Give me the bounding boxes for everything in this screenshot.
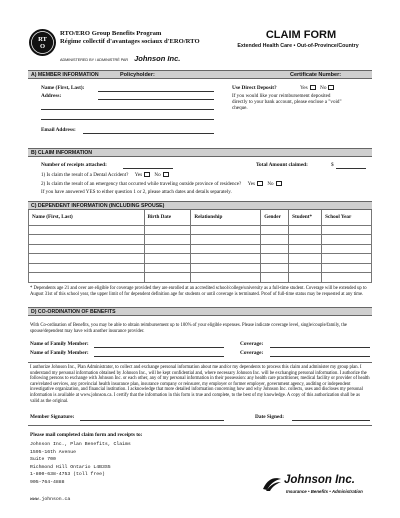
dependent-cell[interactable] <box>261 254 289 264</box>
section-d-title: D) CO-ORDINATION OF BENEFITS <box>31 309 116 315</box>
email-field[interactable] <box>83 133 214 134</box>
dependent-cell[interactable] <box>29 273 145 283</box>
currency-symbol: $ <box>331 162 334 168</box>
dependent-cell[interactable] <box>289 273 322 283</box>
member-name-field[interactable] <box>98 91 214 92</box>
date-signed-field[interactable] <box>292 420 370 421</box>
section-c-header <box>28 201 372 210</box>
program-name-fr: Régime collectif d'avantages sociaux d'ERO/RTO <box>60 38 200 45</box>
dependent-cell[interactable] <box>144 273 191 283</box>
dependent-cell[interactable] <box>144 263 191 273</box>
dependent-table <box>28 210 372 283</box>
total-amount-label: Total Amount claimed: <box>256 162 308 168</box>
section-a-header <box>28 70 372 79</box>
website-link[interactable]: www.johnson.ca <box>30 497 71 502</box>
dependent-cell[interactable] <box>289 263 322 273</box>
dependent-cell[interactable] <box>322 244 372 254</box>
table-row <box>29 235 372 245</box>
rto-ero-logo <box>29 29 56 56</box>
question-2-text: 2) Is claim the result of an emergency that occurred while traveling outside province of residence? <box>41 181 242 187</box>
section-c-title: C) DEPENDENT INFORMATION (INCLUDING SPOUSE) <box>31 203 165 209</box>
dependent-cell[interactable] <box>289 235 322 245</box>
address-label: Address: <box>41 93 62 99</box>
dependent-cell[interactable] <box>144 235 191 245</box>
col-relationship: Relationship <box>191 210 261 225</box>
email-label: Email Address: <box>41 127 76 133</box>
certificate-label: Certificate Number: <box>290 72 342 78</box>
dependent-cell[interactable] <box>29 263 145 273</box>
mailing-line-6: 905-764-4888 <box>30 479 65 485</box>
dependent-cell[interactable] <box>289 254 322 264</box>
dependent-cell[interactable] <box>322 254 372 264</box>
question-1-row <box>41 172 169 178</box>
cob-intro: With Co-ordination of Benefits, you may be able to obtain reimbursement up to 100% of your eligible expenses. Please indicate coverage level, single/couple/family, the spouse/dependent may have with another insurance provider. <box>30 323 347 334</box>
coverage-2-label: Coverage: <box>240 350 264 356</box>
coverage-2-field[interactable] <box>270 356 370 357</box>
program-name-en: RTO/ERO Group Benefits Program <box>60 30 162 37</box>
coverage-1-field[interactable] <box>270 347 370 348</box>
family-member-1-field[interactable] <box>94 347 224 348</box>
rto-ero-seal-icon <box>29 29 56 56</box>
col-gender: Gender <box>261 210 289 225</box>
form-title: CLAIM FORM <box>265 29 337 41</box>
dependent-cell[interactable] <box>191 235 261 245</box>
dependent-cell[interactable] <box>191 273 261 283</box>
dependent-table-header <box>29 210 372 225</box>
dependent-cell[interactable] <box>289 225 322 235</box>
address-field-3[interactable] <box>41 119 214 120</box>
direct-deposit-row <box>232 85 334 91</box>
mailing-heading: Please mail completed claim form and receipts to: <box>30 432 143 438</box>
authorization-divider <box>28 362 372 363</box>
dependent-cell[interactable] <box>191 254 261 264</box>
question-2-row <box>41 181 282 187</box>
mailing-line-4: Richmond Hill Ontario L4B3S5 <box>30 464 111 470</box>
dependent-cell[interactable] <box>261 235 289 245</box>
mailing-line-2: 1595-16th Avenue <box>30 449 77 455</box>
dependent-cell[interactable] <box>261 263 289 273</box>
section-a-title: A) MEMBER INFORMATION <box>31 72 99 78</box>
footer-tagline: Insurance • Benefits • Administration <box>286 489 363 494</box>
direct-deposit-note: If you would like your reimbursement deposited directly to your bank account, please enclose a "void" cheque. <box>232 93 342 112</box>
dependent-cell[interactable] <box>322 273 372 283</box>
q1-yes-checkbox[interactable] <box>144 172 150 177</box>
dependent-cell[interactable] <box>29 225 145 235</box>
address-field-1[interactable] <box>98 99 214 100</box>
table-row <box>29 244 372 254</box>
q1-no-checkbox[interactable] <box>163 172 169 177</box>
dependent-cell[interactable] <box>144 254 191 264</box>
direct-deposit-no-label: No <box>320 85 327 91</box>
administered-by <box>60 48 180 66</box>
dependent-cell[interactable] <box>289 244 322 254</box>
receipts-label: Number of receipts attached: <box>41 162 107 168</box>
section-b-note: If you have answered YES to either question 1 or 2, please attach dates and details separately. <box>41 189 232 195</box>
section-b-header <box>28 148 372 157</box>
question-1-text: 1) Is claim the result of a Dental Accident? <box>41 172 129 178</box>
q1-no-label: No <box>154 172 161 178</box>
johnson-logo <box>262 474 374 498</box>
dependent-footnote: * Dependents age 21 and over are eligible for coverage provided they are enrolled at an accredited school/college/university as a full-time student. Coverage will be extended up to August 31st of this school year, the upper limit of for dependent definition age for students or until coverage is terminated. Proof of full-time status may be requested at any time. <box>30 286 367 297</box>
mailing-line-5: 1-800-638-4753 (toll free) <box>30 472 105 478</box>
table-row <box>29 273 372 283</box>
dependent-cell[interactable] <box>144 244 191 254</box>
total-amount-field[interactable] <box>336 168 366 169</box>
dependent-cell[interactable] <box>322 263 372 273</box>
header-company-name: Johnson Inc. <box>134 54 181 63</box>
dependent-table-body <box>29 225 372 283</box>
q2-yes-checkbox[interactable] <box>257 181 263 186</box>
dependent-cell[interactable] <box>261 273 289 283</box>
section-d-header <box>28 307 372 316</box>
direct-deposit-yes-label: Yes <box>299 85 308 91</box>
coverage-1-label: Coverage: <box>240 341 264 347</box>
dependent-cell[interactable] <box>29 244 145 254</box>
policyholder-label: Policyholder: <box>120 72 155 78</box>
col-school-year: School Year <box>322 210 372 225</box>
member-name-label: Name (First, Last): <box>41 85 85 91</box>
table-row <box>29 225 372 235</box>
dependent-cell[interactable] <box>322 235 372 245</box>
direct-deposit-label: Use Direct Deposit? <box>232 85 277 91</box>
q2-no-label: No <box>267 181 274 187</box>
section-b-title: B) CLAIM INFORMATION <box>31 150 92 156</box>
address-field-2[interactable] <box>41 109 214 110</box>
member-signature-field[interactable] <box>80 420 224 421</box>
dependent-cell[interactable] <box>261 225 289 235</box>
dependent-cell[interactable] <box>144 225 191 235</box>
direct-deposit-no-checkbox[interactable] <box>328 85 334 90</box>
family-member-1-label: Name of Family Member: <box>30 341 89 347</box>
table-row <box>29 263 372 273</box>
q1-yes-label: Yes <box>134 172 143 178</box>
col-name: Name (First, Last) <box>29 210 145 225</box>
col-student: Student* <box>289 210 322 225</box>
col-birth-date: Birth Date <box>144 210 191 225</box>
mailing-address <box>30 441 131 487</box>
footer-company-name: Johnson Inc. <box>284 474 355 486</box>
johnson-swoosh-icon <box>262 476 282 492</box>
mailing-line-3: Suite 700 <box>30 457 56 463</box>
q2-yes-label: Yes <box>247 181 256 187</box>
svg-text:O: O <box>39 43 46 50</box>
dependent-cell[interactable] <box>191 244 261 254</box>
mailing-line-1: Johnson Inc., Plan Benefits, Claims <box>30 442 131 447</box>
member-signature-label: Member Signature: <box>30 414 75 420</box>
dependent-cell[interactable] <box>322 225 372 235</box>
receipts-field[interactable] <box>123 168 173 169</box>
administered-by-label: ADMINISTERED BY / ADMINISTRÉ PAR <box>60 58 129 62</box>
svg-text:RT: RT <box>38 36 47 43</box>
table-row <box>29 254 372 264</box>
date-signed-label: Date Signed: <box>255 414 284 420</box>
family-member-2-field[interactable] <box>94 356 224 357</box>
authorization-text: I authorize Johnson Inc., Plan Administrator, to collect and exchange personal information about me and/or my dependents to process this claim and administer my group plan. I understand my personal information obtained by Johnson Inc., will be kept confidential and, where necessary Johnson Inc. will be exchanging personal information. I authorize the following persons to exchange with Johnson Inc. or each other, any of my personal information in their possession: any health care practitioner, medical facility or provider of health care/related services, any provincial health insurance plan, insurance company or reinsurer, my employer or former employer, government agency, auditing or independent investigative organization, and financial institution. I acknowledge that more detailed information concerning how and why Johnson Inc. collects, uses and discloses my personal information is available at www.johnson.ca. I certify that the information in this form is true and complete, to the best of my knowledge. A copy of this authorization shall be as valid as the original. <box>30 365 370 404</box>
form-subtitle: Extended Health Care • Out-of-Province/Country <box>237 43 359 49</box>
direct-deposit-yes-checkbox[interactable] <box>310 85 316 90</box>
q2-no-checkbox[interactable] <box>276 181 282 186</box>
dependent-cell[interactable] <box>261 244 289 254</box>
signature-divider <box>28 425 372 426</box>
family-member-2-label: Name of Family Member: <box>30 350 89 356</box>
dependent-cell[interactable] <box>191 263 261 273</box>
dependent-cell[interactable] <box>191 225 261 235</box>
dependent-cell[interactable] <box>29 235 145 245</box>
dependent-cell[interactable] <box>29 254 145 264</box>
